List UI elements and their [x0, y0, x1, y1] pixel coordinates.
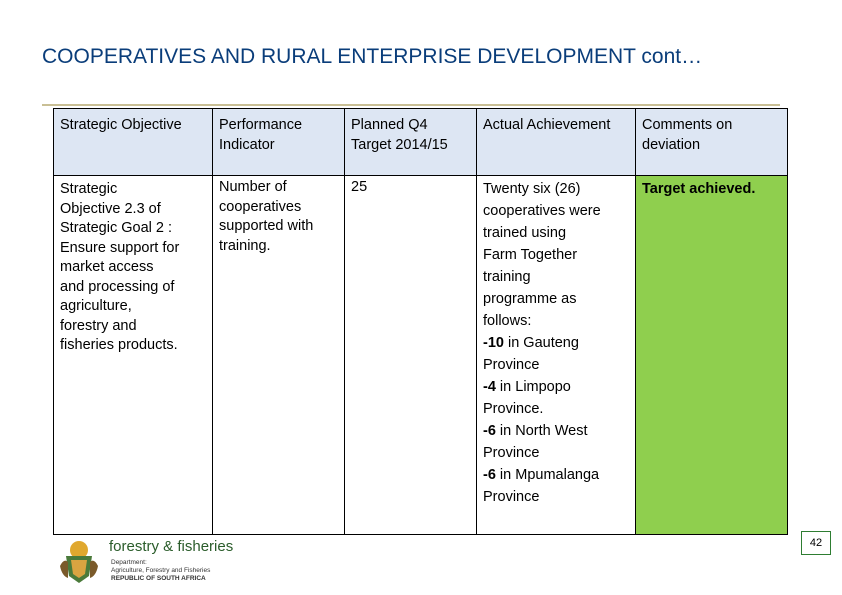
header-performance-indicator: Performance Indicator [213, 109, 345, 176]
item-count: -6 [483, 467, 496, 483]
cell-actual-achievement [477, 176, 636, 535]
achievement-line: Province. [483, 401, 544, 417]
title-divider [42, 104, 780, 106]
header-comments: Comments on deviation [636, 109, 788, 176]
brand-name: forestry & fisheries [109, 538, 234, 555]
achievement-line: follows: [483, 313, 532, 329]
header-strategic-objective: Strategic Objective [54, 109, 213, 176]
achievement-line: cooperatives were [483, 203, 601, 219]
cell-performance-indicator [213, 176, 345, 535]
table-header-row [54, 109, 788, 176]
dept-line: Agriculture, Forestry and Fisheries [111, 567, 211, 574]
coat-of-arms-icon [56, 536, 102, 586]
objective-line: forestry and [60, 317, 137, 334]
achievement-line: programme as [483, 291, 577, 307]
department-logo [56, 530, 256, 590]
cell-planned-target: 25 [345, 176, 477, 535]
dept-line: REPUBLIC OF SOUTH AFRICA [111, 575, 206, 582]
achievement-item [483, 420, 629, 442]
item-province: in Limpopo [495, 379, 571, 395]
objective-line: agriculture, [60, 298, 132, 314]
slide-title: COOPERATIVES AND RURAL ENTERPRISE DEVELOPMENT cont… [42, 45, 703, 68]
objective-line: Strategic [60, 181, 118, 197]
page-number: 42 [801, 531, 831, 555]
achievement-line: trained using [483, 225, 567, 241]
indicator-line: training. [219, 237, 271, 254]
header-actual-achievement: Actual Achievement [477, 109, 636, 176]
objective-line: Strategic Goal 2 : [60, 220, 173, 236]
indicator-line: Number of [219, 179, 287, 195]
achievement-line: Province [483, 445, 540, 461]
achievement-item [483, 332, 629, 354]
item-count: -4 [483, 379, 496, 395]
achievement-line: Farm Together [483, 247, 578, 263]
objective-line: and processing of [60, 278, 175, 295]
objective-line: Objective 2.3 of [60, 200, 161, 217]
department-text [111, 559, 210, 583]
objective-line: Ensure support for [60, 239, 180, 256]
achievement-line: Province [483, 489, 540, 505]
header-planned-target: Planned Q4 Target 2014/15 [345, 109, 477, 176]
indicator-line: supported with [219, 218, 314, 234]
indicator-line: cooperatives [219, 198, 302, 215]
item-province: in Gauteng [503, 335, 579, 351]
objective-line: fisheries products. [60, 337, 178, 353]
cell-strategic-objective [54, 176, 213, 535]
achievement-line: Twenty six (26) [483, 181, 581, 197]
dept-line: Department: [111, 559, 147, 566]
performance-table [53, 108, 788, 535]
item-count: -6 [483, 423, 496, 439]
table-row [54, 176, 788, 535]
cell-comments: Target achieved. [636, 176, 788, 535]
item-count: -10 [483, 335, 504, 351]
objective-line: market access [60, 259, 154, 275]
item-province: in Mpumalanga [495, 467, 600, 483]
achievement-line: Province [483, 357, 540, 373]
achievement-item [483, 376, 629, 398]
item-province: in North West [495, 423, 588, 439]
achievement-line: training [483, 269, 531, 285]
achievement-item [483, 464, 629, 486]
